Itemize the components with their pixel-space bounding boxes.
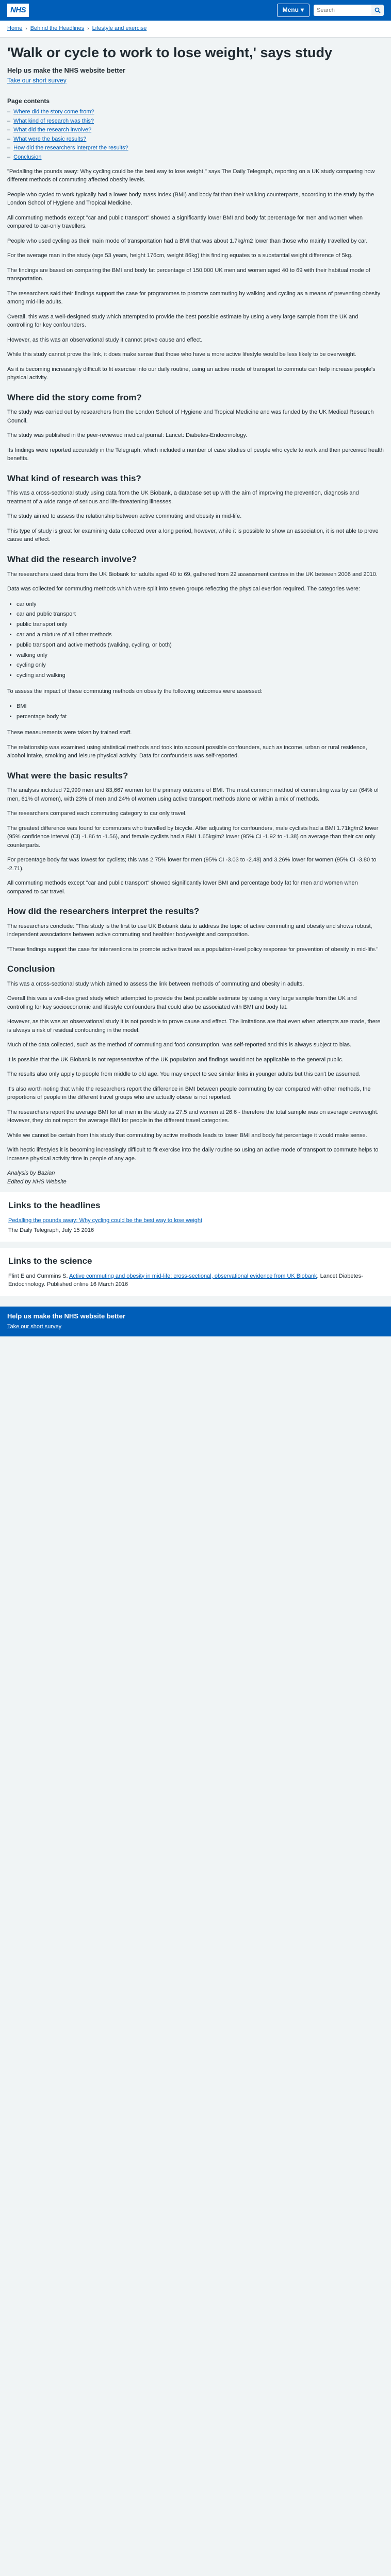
section-paragraph: To assess the impact of these commuting methods on obesity the following outcomes were assessed: [7,688,263,694]
intro-paragraph: However, as this was an observational study it cannot prove cause and effect. [7,336,203,343]
section-paragraph: With hectic lifestyles it is becoming increasingly difficult to fit exercise into the daily routine so using an active mode of transport to commute helps to increase physical activity time in people of any age. [7,1147,379,1162]
contents-link-interpret[interactable]: How did the researchers interpret the results? [13,145,128,151]
outcome-list [17,702,384,722]
section-paragraph: The results also only apply to people from middle to old age. You may expect to see similar links in younger adults but this can't be assumed. [7,1071,361,1078]
section-paragraph: The greatest difference was found for commuters who travelled by bicycle. After adjusting for confounders, male cyclists had a BMI 1.71kg/m2 lower (95% confidence interval (CI) -1.86 to -1.56), and female cyclists had a BMI 1.65kg/m2 lower (95% CI -1.92 to -1.38) on average than their car only counterparts. [7,825,379,849]
list-item: • car only [17,600,384,610]
intro-paragraph: While this study cannot prove the link, it does make sense that those who have a more active lifestyle would be less likely to be overweight. [7,351,356,358]
analysis-credit [7,1169,384,1186]
intro-section [7,167,384,382]
contents-item: – What kind of research was this? [7,117,384,126]
intro-paragraph: The findings are based on comparing the BMI and body fat percentage of 150,000 UK men and women aged 40 to 69 with their habitual mode of transportation. [7,267,370,282]
section-paragraph: "These findings support the case for interventions to promote active travel as a population-level policy response for prevention of obesity in mid-life." [7,946,379,953]
section-paragraph: Much of the data collected, such as the method of commuting and food consumption, was self-reported and this is always subject to bias. [7,1042,352,1048]
section-paragraph: The study was carried out by researchers from the London School of Hygiene and Tropical Medicine and was funded by the UK Medical Research Council. [7,409,374,424]
citation-journal: . Lancet Diabetes-Endocrinology. Published online 16 March 2016 [8,1273,363,1288]
headline-link[interactable]: Pedalling the pounds away: Why cycling could be the best way to lose weight [8,1217,203,1224]
card-heading: Links to the science [8,1256,92,1266]
involve-section [7,553,384,760]
intro-paragraph: People who used cycling as their main mode of transportation had a BMI that was about 1.7kg/m2 lower than those who mainly travelled by car. [7,238,368,244]
search-form [314,5,384,16]
links-headlines-card [0,1192,391,1242]
section-heading: Conclusion [7,964,55,974]
contents-link-story[interactable]: Where did the story come from? [13,109,94,115]
page-contents [7,97,384,162]
section-paragraph: The relationship was examined using statistical methods and took into account possible confounders, such as income, urban or rural residence, alcohol intake, smoking and leisure physical activity. Data for confounders was self-reported. [7,744,367,759]
contents-link-involve[interactable]: What did the research involve? [13,127,92,133]
section-paragraph: For percentage body fat was lowest for cyclists; this was 2.75% lower for men (95% CI -3.03 to -2.48) and 3.26% lower for women (95% CI -3.80 to -2.71). [7,857,377,872]
chevron-right-icon: › [87,25,89,31]
section-paragraph: This was a cross-sectional study using data from the UK Biobank, a database set up with the aim of improving the prevention, diagnosis and treatment of a wide range of serious and life-threatening illnesses. [7,490,359,505]
search-button[interactable] [371,5,384,16]
section-heading: What did the research involve? [7,554,137,564]
contents-title: Page contents [7,97,50,105]
contents-item: – What were the basic results? [7,135,384,144]
list-item: • car and a mixture of all other methods [17,630,384,640]
analysis-by: Analysis by Bazian [7,1170,55,1177]
list-item: • cycling only [17,660,384,671]
science-link[interactable]: Active commuting and obesity in mid-life: cross-sectional, observational evidence from UK Biobank [69,1273,317,1279]
menu-button[interactable] [277,4,309,16]
section-paragraph: The analysis included 72,999 men and 83,667 women for the primary outcome of BMI. The most common method of commuting was by car (64% of men, 61% of women), with 23% of men and 24% of women using active transport methods alone or within a mix of methods. [7,787,379,802]
intro-paragraph: For the average man in the study (age 53 years, height 176cm, weight 86kg) this finding equates to a substantial weight difference of 5kg. [7,252,353,259]
search-input[interactable] [314,5,371,16]
section-paragraph: Its findings were reported accurately in the Telegraph, which included a number of case studies of people who cycle to work and their perceived health benefits. [7,447,384,462]
chevron-right-icon: › [25,25,27,31]
breadcrumb-lifestyle[interactable]: Lifestyle and exercise [92,25,147,31]
conclusion-section [7,963,384,1186]
contents-item: – What did the research involve? [7,126,384,135]
footer-feedback-title: Help us make the NHS website better [7,1312,126,1320]
feedback-title: Help us make the NHS website better [7,66,126,74]
card-heading: Links to the headlines [8,1200,101,1211]
results-section [7,770,384,896]
section-paragraph: These measurements were taken by trained staff. [7,730,132,736]
science-citation [8,1272,383,1289]
edited-by: Edited by NHS Website [7,1178,67,1185]
citation-authors: Flint E and Cummins S. [8,1273,69,1279]
section-paragraph: The researchers report the average BMI for all men in the study as 27.5 and women at 26.6 - therefore the total sample was on average overweight. However, they do not report the average BMI for people in the different travel categories. [7,1109,379,1124]
list-item: • public transport only [17,620,384,630]
section-paragraph: While we cannot be certain from this study that commuting by active methods leads to lower BMI and body fat percentage it would make sense. [7,1132,367,1139]
footer-feedback-banner [0,1307,391,1336]
section-paragraph: It's also worth noting that while the researchers report the difference in BMI between people commuting by car compared with other methods, the proportions of people in the different travel groups who are actually obese is not reported. [7,1086,371,1101]
intro-paragraph: People who cycled to work typically had a lower body mass index (BMI) and body fat than their walking counterparts, according to the study by the London School of Hygiene and Tropical Medicine. [7,191,374,207]
story-section [7,392,384,463]
section-paragraph: The researchers used data from the UK Biobank for adults aged 40 to 69, gathered from 22 assessment centres in the UK between 2006 and 2010. [7,571,378,578]
contents-link-kind[interactable]: What kind of research was this? [13,117,94,124]
intro-paragraph: As it is becoming increasingly difficult to fit exercise into our daily routine, using an active mode of transport to commute can help increase people's physical activity. [7,366,376,381]
breadcrumb-behind-headlines[interactable]: Behind the Headlines [30,25,85,31]
section-paragraph: Data was collected for commuting methods which were split into seven groups reflecting the physical exertion required. The categories were: [7,586,360,592]
list-item: • walking only [17,651,384,661]
interpret-section [7,905,384,954]
intro-paragraph: All commuting methods except "car and public transport" showed a significantly lower BMI and body fat percentage for men and women when compared to car-only travellers. [7,214,363,230]
list-item: • BMI [17,702,384,712]
feedback-banner [7,64,384,90]
contents-item: – Where did the story come from? [7,108,384,117]
contents-link-conclusion[interactable]: Conclusion [13,154,42,161]
links-science-card [0,1248,391,1296]
chevron-down-icon: ▾ [300,6,304,14]
contents-item: – How did the researchers interpret the results? [7,144,384,153]
survey-link[interactable]: Take our short survey [7,76,67,84]
list-item: • car and public transport [17,609,384,620]
site-header [0,0,391,21]
section-heading: Where did the story come from? [7,392,142,402]
section-heading: What kind of research was this? [7,473,141,483]
section-paragraph: All commuting methods except "car and public transport" showed significantly lower BMI and percentage body fat for men and women when compared to car travel. [7,880,358,895]
breadcrumb-home[interactable]: Home [7,25,23,31]
section-paragraph: This type of study is great for examining data collected over a long period, however, while it is possible to show an association, it is not able to prove cause and effect. [7,528,379,543]
section-paragraph: The researchers compared each commuting category to car only travel. [7,810,187,817]
section-paragraph: This was a cross-sectional study which aimed to assess the link between methods of commuting and obesity in adults. [7,980,304,987]
section-paragraph: Overall this was a well-designed study which attempted to provide the best possible estimate by using a very large sample from the UK and controlling for key socioeconomic and lifestyle confounders that could also be associated with BMI and body fat. [7,995,357,1010]
search-icon [374,7,381,13]
main-content [0,38,391,1307]
menu-label: Menu [282,6,299,14]
footer-survey-link[interactable]: Take our short survey [7,1323,62,1330]
list-item: • public transport and active methods (walking, cycling, or both) [17,640,384,651]
section-paragraph: The researchers conclude: "This study is the first to use UK Biobank data to address the topic of active commuting and obesity and shows robust, independent associations between active commuting and healthier bodyweight and composition. [7,923,372,938]
contents-link-results[interactable]: What were the basic results? [13,135,87,142]
section-heading: How did the researchers interpret the results? [7,906,200,917]
section-heading: What were the basic results? [7,770,128,781]
section-paragraph: The study was published in the peer-reviewed medical journal: Lancet: Diabetes-Endocrinology. [7,432,248,439]
breadcrumb [0,21,391,38]
section-paragraph: It is possible that the UK Biobank is not representative of the UK population and findings would not be applicable to the general public. [7,1056,344,1063]
intro-paragraph: The researchers said their findings support the case for programmes to promote commuting by walking and cycling as a means of preventing obesity among mid-life adults. [7,290,381,306]
intro-paragraph: Overall, this was a well-designed study which attempted to provide the best possible estimate by using a very large sample from the UK and controlling for key confounders. [7,313,359,329]
nhs-logo[interactable]: NHS [7,4,29,17]
section-paragraph: The study aimed to assess the relationship between active commuting and obesity in mid-life. [7,513,242,520]
intro-paragraph: "Pedalling the pounds away: Why cycling could be the best way to lose weight," says The Daily Telegraph, reporting on a UK study comparing how different methods of commuting affected obesity levels. [7,168,375,183]
category-list [17,600,384,681]
kind-section [7,472,384,544]
section-paragraph: However, as this was an observational study it is not possible to prove cause and effect. The limitations are that even when attempts are made, there is always a risk of residual confounding in the model. [7,1019,381,1033]
list-item: • cycling and walking [17,671,384,681]
contents-item: – Conclusion [7,153,384,162]
list-item: • percentage body fat [17,712,384,722]
headline-source: The Daily Telegraph, July 15 2016 [8,1227,94,1233]
page-title: 'Walk or cycle to work to lose weight,' says study [7,44,333,60]
